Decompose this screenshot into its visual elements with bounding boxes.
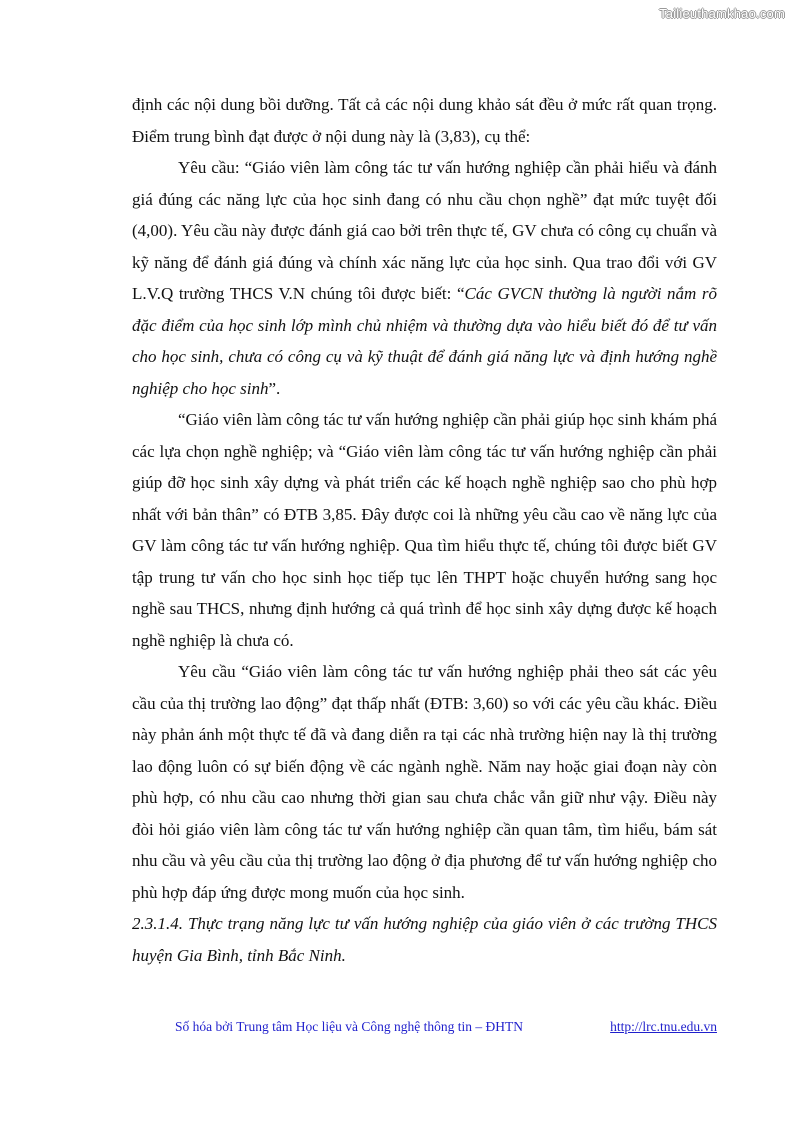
watermark-text: Tailieuthamkhao.com (659, 6, 785, 21)
paragraph-1: định các nội dung bồi dưỡng. Tất cả các nội dung khảo sát đều ở mức rất quan trọng. Điểm trung bình đạt được ở nội dung này là (3,83), cụ thể: (132, 95, 717, 146)
paragraph-2 (132, 152, 717, 404)
paragraph-2-quote: Các GVCN thường là người nắm rõ đặc điểm của học sinh lớp mình chủ nhiệm và thường dựa vào hiểu biết đó để tư vấn cho học sinh, chưa có công cụ và kỹ thuật để đánh giá năng lực và định hướng nghề nghiệp cho học sinh (132, 284, 717, 398)
paragraph-2-end: ”. (268, 378, 281, 398)
paragraph-4: Yêu cầu “Giáo viên làm công tác tư vấn hướng nghiệp phải theo sát các yêu cầu của thị trường lao động” đạt thấp nhất (ĐTB: 3,60) so với các yêu cầu khác. Điều này phản ánh một thực tế đã và đang diễn ra tại các nhà trường hiện nay là thị trường lao động luôn có sự biến động về các ngành nghề. Năm nay hoặc giai đoạn này còn phù hợp, có nhu cầu cao nhưng thời gian sau chưa chắc vẫn giữ như vậy. Điều này đòi hỏi giáo viên làm công tác tư vấn hướng nghiệp cần quan tâm, tìm hiểu, bám sát nhu cầu và yêu cầu của thị trường lao động ở địa phương để tư vấn hướng nghiệp cho phù hợp đáp ứng được mong muốn của học sinh. (132, 662, 717, 902)
document-body (132, 89, 717, 971)
paragraph-2-text: Yêu cầu: “Giáo viên làm công tác tư vấn hướng nghiệp cần phải hiểu và đánh giá đúng các năng lực của học sinh đang có nhu cầu chọn nghề” đạt mức tuyệt đối (4,00). Yêu cầu này được đánh giá cao bởi trên thực tế, GV chưa có công cụ chuẩn và kỹ năng để đánh giá đúng và chính xác năng lực của học sinh. Qua trao đổi với GV L.V.Q trường THCS V.N chúng tôi được biết: “ (132, 158, 717, 303)
section-heading: 2.3.1.4. Thực trạng năng lực tư vấn hướng nghiệp của giáo viên ở các trường THCS huyện Gia Bình, tỉnh Bắc Ninh. (132, 914, 717, 965)
footer-credit: Số hóa bởi Trung tâm Học liệu và Công nghệ thông tin – ĐHTN (175, 1019, 524, 1034)
paragraph-3: “Giáo viên làm công tác tư vấn hướng nghiệp cần phải giúp học sinh khám phá các lựa chọn nghề nghiệp; và “Giáo viên làm công tác tư vấn hướng nghiệp cần phải giúp đỡ học sinh xây dựng và phát triển các kế hoạch nghề nghiệp sao cho phù hợp nhất với bản thân” có ĐTB 3,85. Đây được coi là những yêu cầu cao về năng lực của GV làm công tác tư vấn hướng nghiệp. Qua tìm hiểu thực tế, chúng tôi được biết GV tập trung tư vấn cho học sinh học tiếp tục lên THPT hoặc chuyển hướng sang học nghề sau THCS, nhưng định hướng cả quá trình để học sinh xây dựng được kế hoạch nghề nghiệp là chưa có. (132, 410, 717, 650)
footer-link[interactable]: http://lrc.tnu.edu.vn (610, 1019, 717, 1034)
page-footer (175, 1019, 717, 1035)
